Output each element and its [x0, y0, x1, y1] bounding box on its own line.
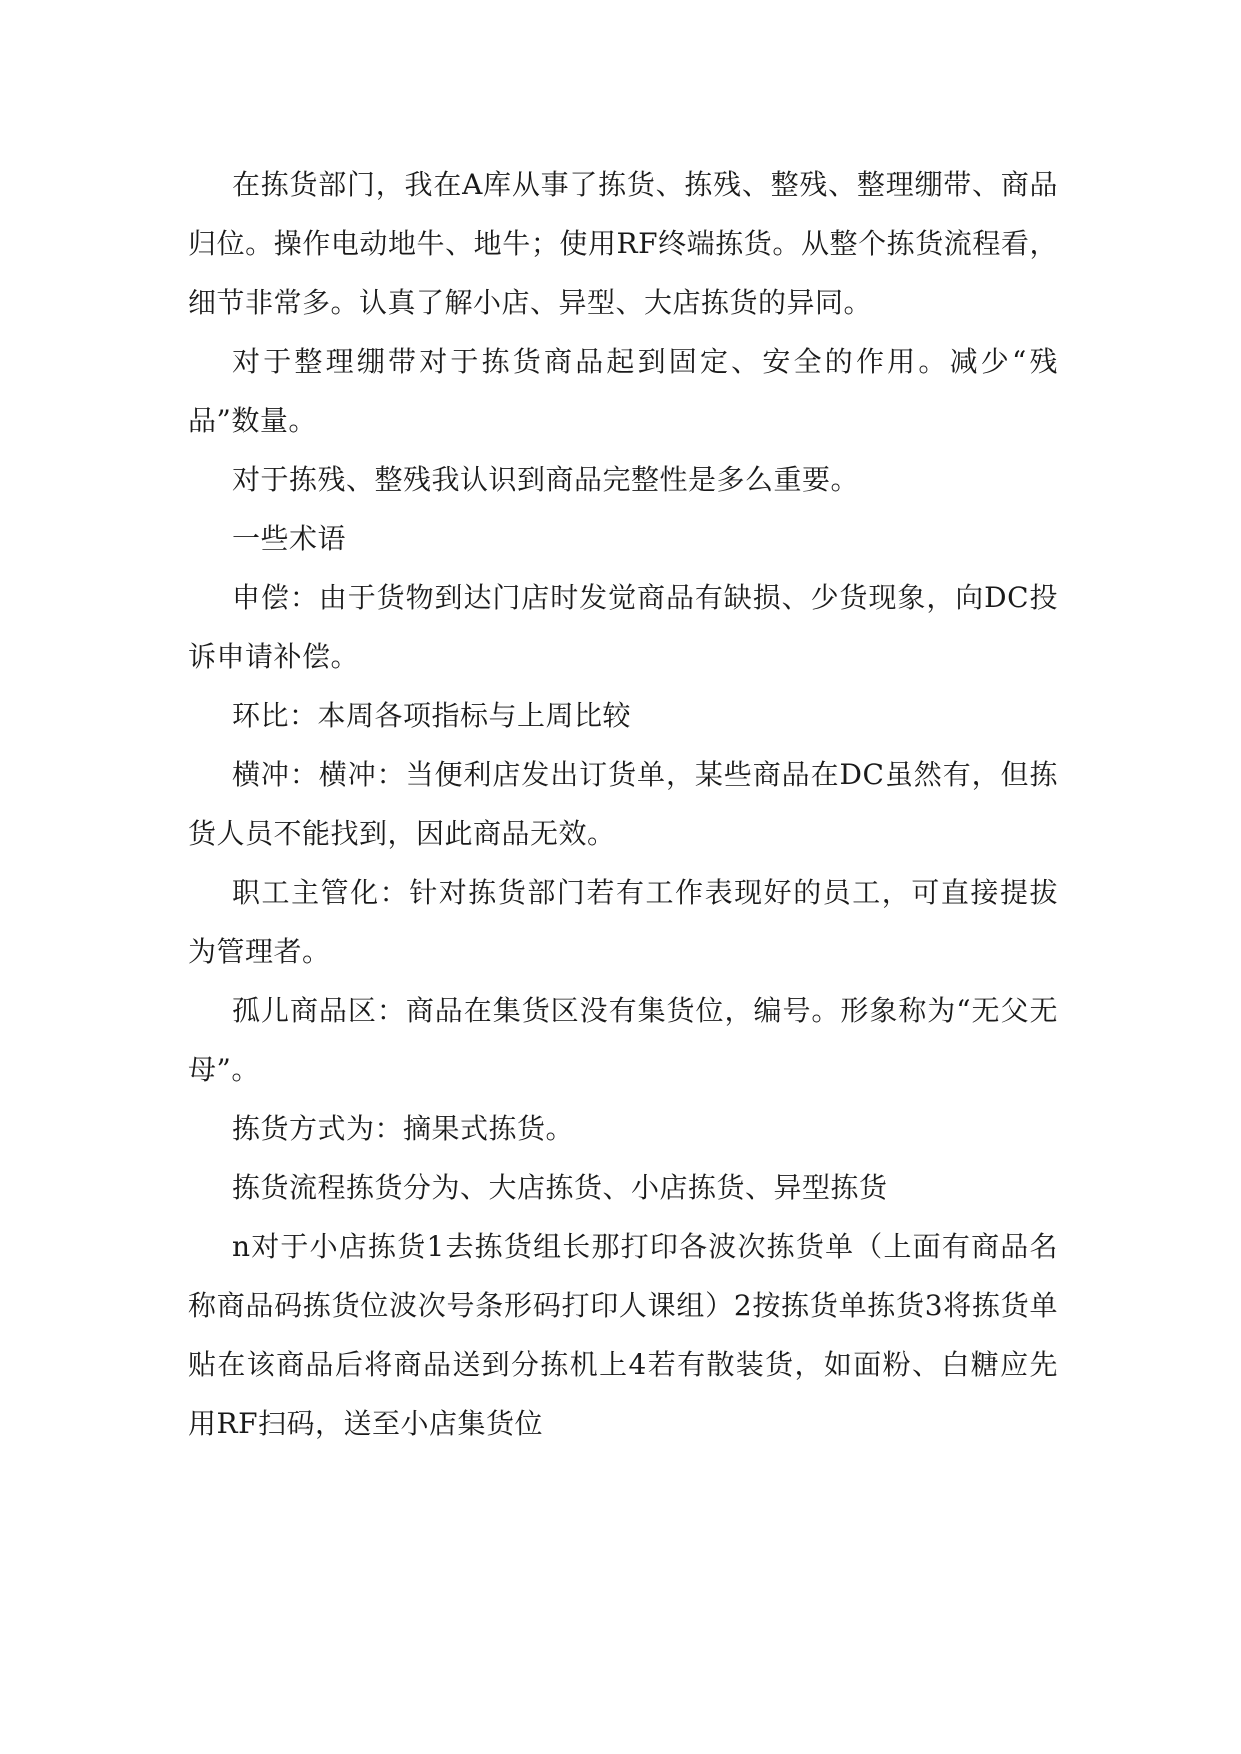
document-body	[188, 155, 1058, 1453]
paragraph-picking-method: 拣货方式为：摘果式拣货。	[232, 1112, 575, 1145]
paragraph-terms-heading: 一些术语	[232, 522, 347, 555]
paragraph-term-orphan-area: 孤儿商品区：商品在集货区没有集货位，编号。形象称为“无父无母”。	[188, 994, 1058, 1086]
paragraph-picking-process: 拣货流程拣货分为、大店拣货、小店拣货、异型拣货	[232, 1171, 888, 1204]
paragraph-term-hengchong: 横冲：横冲：当便利店发出订货单，某些商品在DC虽然有，但拣货人员不能找到，因此商品无效。	[188, 758, 1058, 850]
paragraph-binding: 对于整理绷带对于拣货商品起到固定、安全的作用。减少“残品”数量。	[188, 345, 1058, 437]
paragraph-small-store-picking: n对于小店拣货1去拣货组长那打印各波次拣货单（上面有商品名称商品码拣货位波次号条形码打印人课组）2按拣货单拣货3将拣货单贴在该商品后将商品送到分拣机上4若有散装货，如面粉、白糖应先用RF扫码，送至小店集货位	[188, 1230, 1058, 1440]
paragraph-term-ring-ratio: 环比：本周各项指标与上周比较	[232, 699, 632, 732]
paragraph-damage: 对于拣残、整残我认识到商品完整性是多么重要。	[232, 463, 860, 496]
paragraph-term-staff-supervisor: 职工主管化：针对拣货部门若有工作表现好的员工，可直接提拔为管理者。	[188, 876, 1058, 968]
paragraph-picking-dept: 在拣货部门，我在A库从事了拣货、拣残、整残、整理绷带、商品归位。操作电动地牛、地牛；使用RF终端拣货。从整个拣货流程看，细节非常多。认真了解小店、异型、大店拣货的异同。	[188, 168, 1058, 319]
paragraph-term-compensation: 申偿：由于货物到达门店时发觉商品有缺损、少货现象，向DC投诉申请补偿。	[188, 581, 1058, 673]
